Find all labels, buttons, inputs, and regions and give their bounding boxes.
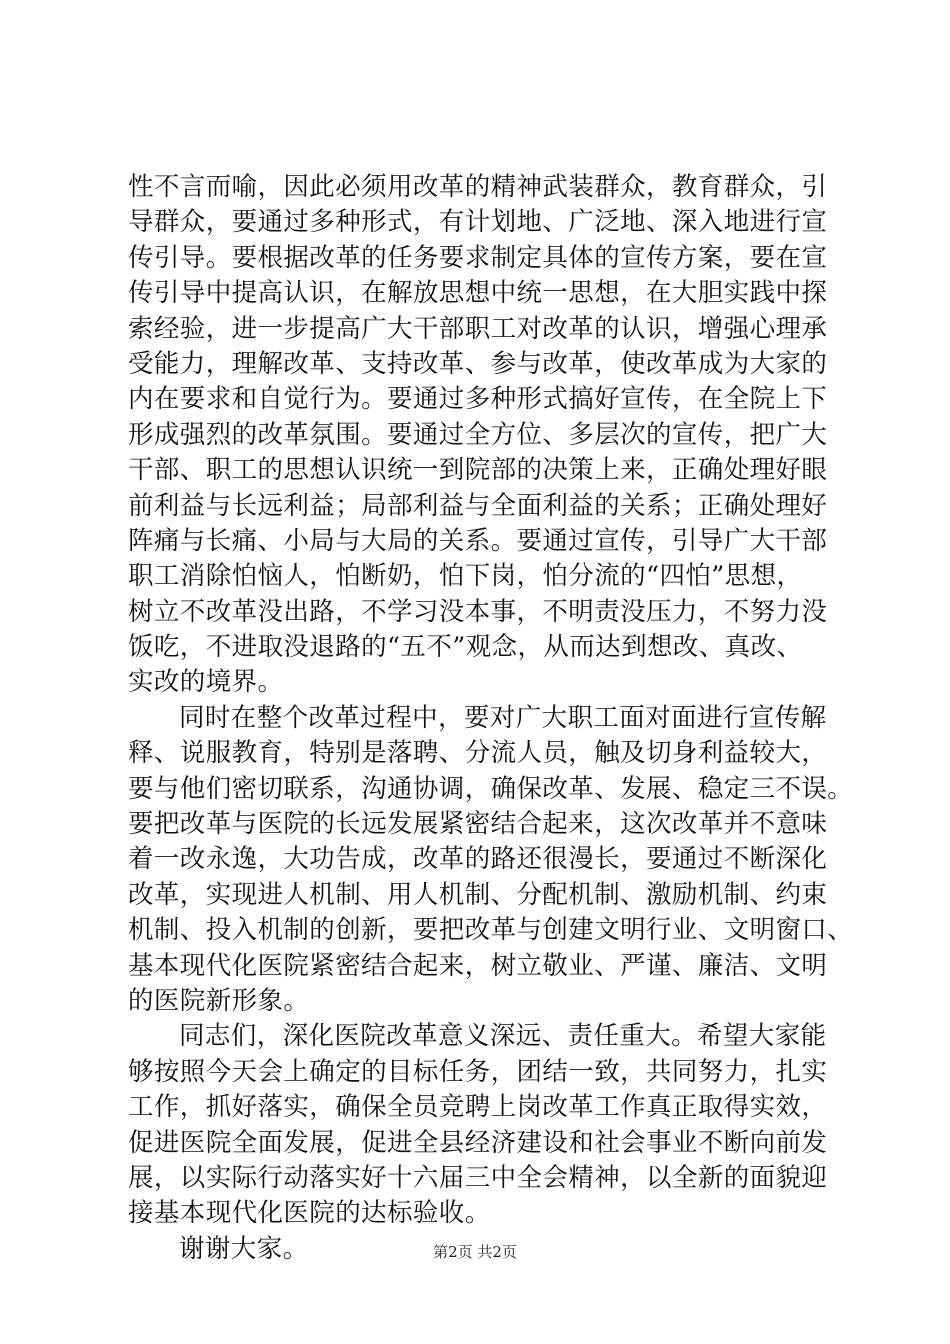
text-line: 阵痛与长痛、小局与大局的关系。要通过宣传，引导广大干部 [128, 525, 828, 556]
text-line: 前利益与长远利益；局部利益与全面利益的关系；正确处理好 [128, 490, 828, 521]
text-line: 释、说服教育，特别是落聘、分流人员，触及切身利益较大， [128, 738, 828, 769]
text-line: 导群众，要通过多种形式，有计划地、广泛地、深入地进行宣 [128, 207, 828, 238]
text-line: 受能力，理解改革、支持改革、参与改革，使改革成为大家的 [128, 348, 828, 379]
text-line: 传引导中提高认识，在解放思想中统一思想，在大胆实践中探 [128, 278, 828, 309]
text-line: 谢谢大家。 [179, 1233, 309, 1264]
text-line: 够按照今天会上确定的目标任务，团结一致，共同努力，扎实 [128, 1056, 828, 1087]
text-line: 展，以实际行动落实好十六届三中全会精神，以全新的面貌迎 [128, 1162, 828, 1193]
text-line: 基本现代化医院紧密结合起来，树立敬业、严谨、廉洁、文明 [128, 950, 828, 981]
text-line: 接基本现代化医院的达标验收。 [128, 1198, 491, 1229]
text-line: 干部、职工的思想认识统一到院部的决策上来，正确处理好眼 [128, 455, 828, 486]
text-line: 饭吃，不进取没退路的“五不”观念，从而达到想改、真改、 [128, 632, 803, 663]
text-line: 性不言而喻，因此必须用改革的精神武装群众，教育群众，引 [128, 172, 828, 202]
text-line: 传引导。要根据改革的任务要求制定具体的宣传方案，要在宣 [128, 242, 828, 273]
body-text [128, 170, 854, 1267]
text-line: 改革，实现进人机制、用人机制、分配机制、激励机制、约束 [128, 879, 828, 910]
text-line: 形成强烈的改革氛围。要通过全方位、多层次的宣传，把广大 [128, 419, 828, 450]
text-line: 工作，抓好落实，确保全员竞聘上岗改革工作真正取得实效， [128, 1092, 828, 1123]
text-line: 树立不改革没出路，不学习没本事，不明责没压力，不努力没 [128, 596, 828, 627]
text-line: 着一改永逸，大功告成，改革的路还很漫长，要通过不断深化 [128, 844, 828, 875]
text-line: 索经验，进一步提高广大干部职工对改革的认识，增强心理承 [128, 313, 828, 344]
page-footer: 第2页 共2页 [433, 1243, 517, 1261]
text-line: 内在要求和自觉行为。要通过多种形式搞好宣传，在全院上下 [128, 384, 828, 415]
text-line: 要把改革与医院的长远发展紧密结合起来，这次改革并不意味 [128, 809, 828, 840]
text-line: 促进医院全面发展，促进全县经济建设和社会事业不断向前发 [128, 1127, 828, 1158]
text-line: 实改的境界。 [128, 667, 284, 698]
text-line: 同志们，深化医院改革意义深远、责任重大。希望大家能 [179, 1021, 827, 1052]
text-line: 同时在整个改革过程中，要对广大职工面对面进行宣传解 [179, 702, 827, 733]
text-line: 职工消除怕恼人，怕断奶，怕下岗，怕分流的“四怕”思想， [128, 561, 803, 592]
text-line: 要与他们密切联系，沟通协调，确保改革、发展、稳定三不误。 [128, 773, 854, 804]
text-line: 机制、投入机制的创新，要把改革与创建文明行业、文明窗口、 [128, 915, 854, 946]
text-line: 的医院新形象。 [128, 985, 310, 1016]
